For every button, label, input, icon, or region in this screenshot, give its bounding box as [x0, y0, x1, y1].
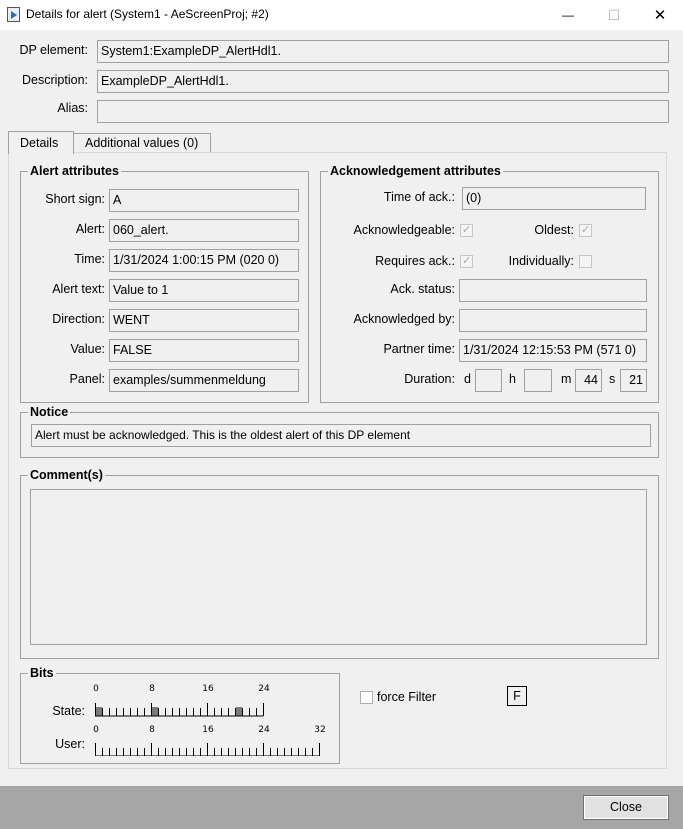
close-window-button[interactable]	[637, 0, 683, 30]
description-field[interactable]: ExampleDP_AlertHdl1.	[97, 70, 669, 93]
individually-checkbox	[579, 255, 592, 268]
requires-ack-checkbox	[460, 255, 473, 268]
partner-time-label: Partner time:	[383, 342, 455, 356]
requires-ack-label: Requires ack.:	[375, 254, 455, 268]
short-sign-field[interactable]: A	[109, 189, 299, 212]
alert-field[interactable]: 060_alert.	[109, 219, 299, 242]
duration-hours-field[interactable]	[524, 369, 552, 392]
close-button[interactable]: Close	[583, 795, 669, 820]
user-tick-24: 24	[258, 725, 270, 735]
ack-attributes-title: Acknowledgement attributes	[330, 164, 501, 178]
acknowledged-by-field[interactable]	[459, 309, 647, 332]
state-tick-labels	[0, 684, 683, 696]
force-filter-checkbox[interactable]	[360, 691, 373, 704]
state-bit-set-20[interactable]	[236, 707, 242, 716]
value-field[interactable]: FALSE	[109, 339, 299, 362]
acknowledgeable-label: Acknowledgeable:	[353, 223, 455, 237]
tab-additional-values[interactable]: Additional values (0)	[73, 133, 211, 152]
window-title: Details for alert (System1 - AeScreenProj; #2)	[26, 7, 269, 21]
state-tick-24: 24	[258, 684, 270, 694]
direction-field[interactable]: WENT	[109, 309, 299, 332]
state-bit-set-8[interactable]	[152, 707, 158, 716]
user-bits-ruler[interactable]	[90, 736, 326, 756]
user-tick-8: 8	[149, 725, 155, 735]
duration-m-label: m	[561, 372, 572, 386]
force-filter-label: force Filter	[377, 690, 437, 704]
state-label: State:	[52, 704, 85, 718]
panel-field[interactable]: examples/summenmeldung	[109, 369, 299, 392]
maximize-icon: ☐	[607, 6, 621, 23]
check-icon: ✓	[462, 255, 472, 267]
duration-seconds-field[interactable]: 21	[620, 369, 647, 392]
minimize-icon: —	[562, 8, 574, 22]
ack-status-label: Ack. status:	[390, 282, 455, 296]
filter-indicator[interactable]: F	[507, 686, 527, 706]
alert-label: Alert:	[75, 222, 105, 236]
alert-text-label: Alert text:	[52, 282, 105, 296]
alert-attributes-title: Alert attributes	[30, 164, 119, 178]
user-tick-16: 16	[202, 725, 214, 735]
partner-time-field[interactable]: 1/31/2024 12:15:53 PM (571 0)	[459, 339, 647, 362]
comments-title: Comment(s)	[30, 468, 103, 482]
notice-field[interactable]: Alert must be acknowledged. This is the oldest alert of this DP element	[31, 424, 651, 447]
oldest-label: Oldest:	[534, 223, 574, 237]
state-bits-ruler[interactable]	[90, 696, 270, 722]
value-label: Value:	[70, 342, 105, 356]
acknowledgeable-checkbox	[460, 224, 473, 237]
bits-title: Bits	[30, 666, 54, 680]
close-icon: ✕	[653, 7, 667, 24]
comments-textarea[interactable]	[30, 489, 647, 645]
minimize-button[interactable]	[545, 0, 591, 30]
panel-label: Panel:	[69, 372, 105, 386]
duration-d-label: d	[464, 372, 471, 386]
app-icon	[7, 7, 20, 22]
individually-label: Individually:	[508, 254, 574, 268]
duration-s-label: s	[609, 372, 616, 386]
check-icon: ✓	[581, 224, 591, 236]
duration-label: Duration:	[404, 372, 455, 386]
alias-field[interactable]	[97, 100, 669, 123]
duration-h-label: h	[509, 372, 516, 386]
duration-days-field[interactable]	[475, 369, 502, 392]
tab-details[interactable]: Details	[8, 131, 74, 154]
short-sign-label: Short sign:	[45, 192, 105, 206]
description-label: Description:	[22, 73, 88, 87]
alert-text-field[interactable]: Value to 1	[109, 279, 299, 302]
oldest-checkbox	[579, 224, 592, 237]
state-bit-set-0[interactable]	[96, 707, 102, 716]
user-tick-32: 32	[314, 725, 326, 735]
state-tick-16: 16	[202, 684, 214, 694]
time-label: Time:	[74, 252, 105, 266]
dp-element-field[interactable]: System1:ExampleDP_AlertHdl1.	[97, 40, 669, 63]
alias-label: Alias:	[57, 101, 88, 115]
maximize-button	[591, 0, 637, 30]
bottom-bar	[0, 786, 683, 829]
time-field[interactable]: 1/31/2024 1:00:15 PM (020 0)	[109, 249, 299, 272]
duration-minutes-field[interactable]: 44	[575, 369, 602, 392]
acknowledged-by-label: Acknowledged by:	[353, 312, 455, 326]
ack-status-field[interactable]	[459, 279, 647, 302]
direction-label: Direction:	[52, 312, 105, 326]
dp-element-label: DP element:	[19, 43, 88, 57]
time-of-ack-field[interactable]: (0)	[462, 187, 646, 210]
state-tick-8: 8	[149, 684, 155, 694]
state-tick-0: 0	[93, 684, 99, 694]
check-icon: ✓	[462, 224, 472, 236]
notice-title: Notice	[30, 405, 69, 419]
time-of-ack-label: Time of ack.:	[383, 190, 455, 204]
user-tick-0: 0	[93, 725, 99, 735]
user-label: User:	[55, 737, 85, 751]
